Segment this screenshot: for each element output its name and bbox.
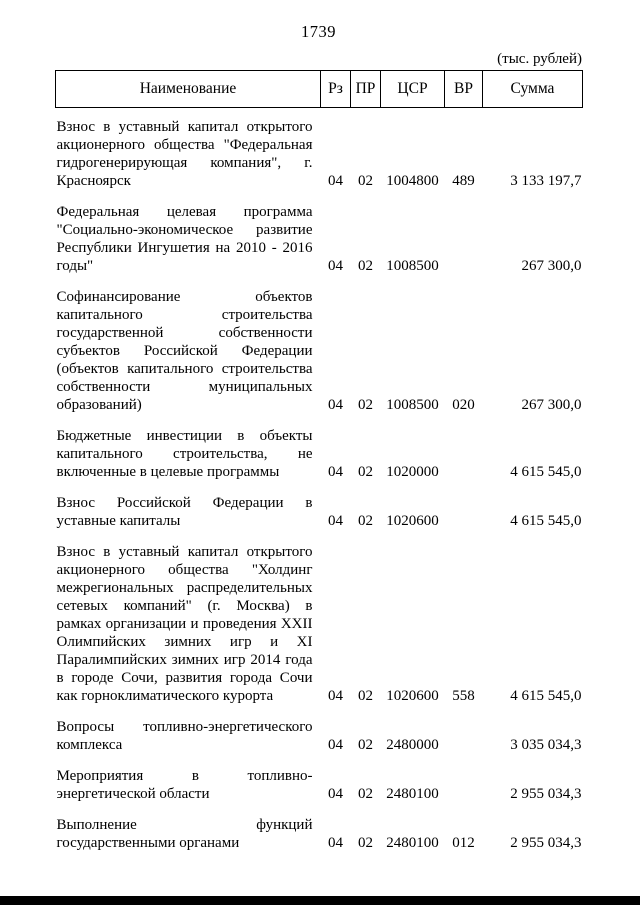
header-pr: ПР	[351, 71, 381, 108]
header-rz: Рз	[321, 71, 351, 108]
cell-vr	[445, 755, 483, 804]
cell-name: Мероприятия в топливно-энергетической области	[56, 768, 313, 802]
table-row	[56, 804, 583, 853]
cell-vr: 012	[452, 835, 475, 851]
cell-rz: 04	[328, 737, 343, 753]
cell-name: Федеральная целевая программа "Социально-экономическое развитие Республики Ингушетия на 2010 - 2016 годы"	[56, 204, 313, 274]
cell-pr: 02	[358, 737, 373, 753]
header-vr: ВР	[445, 71, 483, 108]
cell-summa: 4 615 545,0	[510, 513, 582, 529]
cell-csr: 1008500	[386, 258, 439, 274]
table-row	[56, 191, 583, 276]
cell-csr: 1020600	[386, 688, 439, 704]
scan-artifact-bar	[0, 896, 640, 905]
budget-table	[55, 70, 583, 853]
cell-vr: 489	[452, 173, 475, 189]
table-row	[56, 276, 583, 415]
cell-csr: 2480000	[386, 737, 439, 753]
header-summa: Сумма	[483, 71, 583, 108]
cell-rz: 04	[328, 464, 343, 480]
cell-vr: 020	[452, 397, 475, 413]
cell-rz: 04	[328, 513, 343, 529]
cell-csr: 1008500	[386, 397, 439, 413]
cell-csr: 1020000	[386, 464, 439, 480]
cell-name: Вопросы топливно-энергетического комплекса	[56, 719, 313, 753]
cell-csr: 1020600	[386, 513, 439, 529]
table-row	[56, 531, 583, 706]
cell-vr: 558	[452, 688, 475, 704]
cell-name: Взнос в уставный капитал открытого акционерного общества "Холдинг межрегиональных распределительных сетевых компаний" (г. Москва) в рамках организации и проведения XXII Олимпийских зимних игр и XI Паралимпийских зимних игр 2014 года в городе Сочи, развития города Сочи как горноклиматического курорта	[56, 544, 313, 704]
cell-summa: 2 955 034,3	[510, 786, 582, 802]
cell-rz: 04	[328, 688, 343, 704]
table-row	[56, 706, 583, 755]
cell-csr: 1004800	[386, 173, 439, 189]
units-note: (тыс. рублей)	[497, 51, 582, 67]
cell-summa: 4 615 545,0	[510, 464, 582, 480]
cell-name: Бюджетные инвестиции в объекты капитального строительства, не включенные в целевые программы	[56, 428, 313, 480]
cell-rz: 04	[328, 786, 343, 802]
table-row	[56, 108, 583, 192]
cell-summa: 3 133 197,7	[510, 173, 582, 189]
cell-rz: 04	[328, 258, 343, 274]
cell-pr: 02	[358, 397, 373, 413]
cell-vr	[445, 415, 483, 482]
header-name: Наименование	[56, 71, 321, 108]
cell-pr: 02	[358, 464, 373, 480]
cell-pr: 02	[358, 688, 373, 704]
table-row	[56, 755, 583, 804]
cell-rz: 04	[328, 835, 343, 851]
cell-vr	[445, 191, 483, 276]
cell-summa: 4 615 545,0	[510, 688, 582, 704]
table-row	[56, 482, 583, 531]
cell-summa: 3 035 034,3	[510, 737, 582, 753]
cell-name: Выполнение функций государственными органами	[56, 817, 313, 851]
cell-name: Взнос Российской Федерации в уставные капиталы	[56, 495, 313, 529]
cell-vr	[445, 706, 483, 755]
cell-csr: 2480100	[386, 786, 439, 802]
cell-summa: 267 300,0	[521, 397, 582, 413]
cell-pr: 02	[358, 835, 373, 851]
cell-rz: 04	[328, 173, 343, 189]
cell-pr: 02	[358, 173, 373, 189]
cell-vr	[445, 482, 483, 531]
cell-summa: 267 300,0	[521, 258, 582, 274]
cell-summa: 2 955 034,3	[510, 835, 582, 851]
cell-pr: 02	[358, 786, 373, 802]
cell-name: Взнос в уставный капитал открытого акционерного общества "Федеральная гидрогенерирующая компания", г. Красноярск	[56, 119, 313, 189]
cell-pr: 02	[358, 513, 373, 529]
cell-pr: 02	[358, 258, 373, 274]
cell-rz: 04	[328, 397, 343, 413]
cell-name: Софинансирование объектов капитального строительства государственной собственности субъектов Российской Федерации (объектов капитального строительства собственности муниципальных образований)	[56, 289, 313, 413]
header-csr: ЦСР	[381, 71, 445, 108]
table-row	[56, 415, 583, 482]
page-number: 1739	[301, 22, 336, 41]
cell-csr: 2480100	[386, 835, 439, 851]
table-header-row	[56, 71, 583, 108]
